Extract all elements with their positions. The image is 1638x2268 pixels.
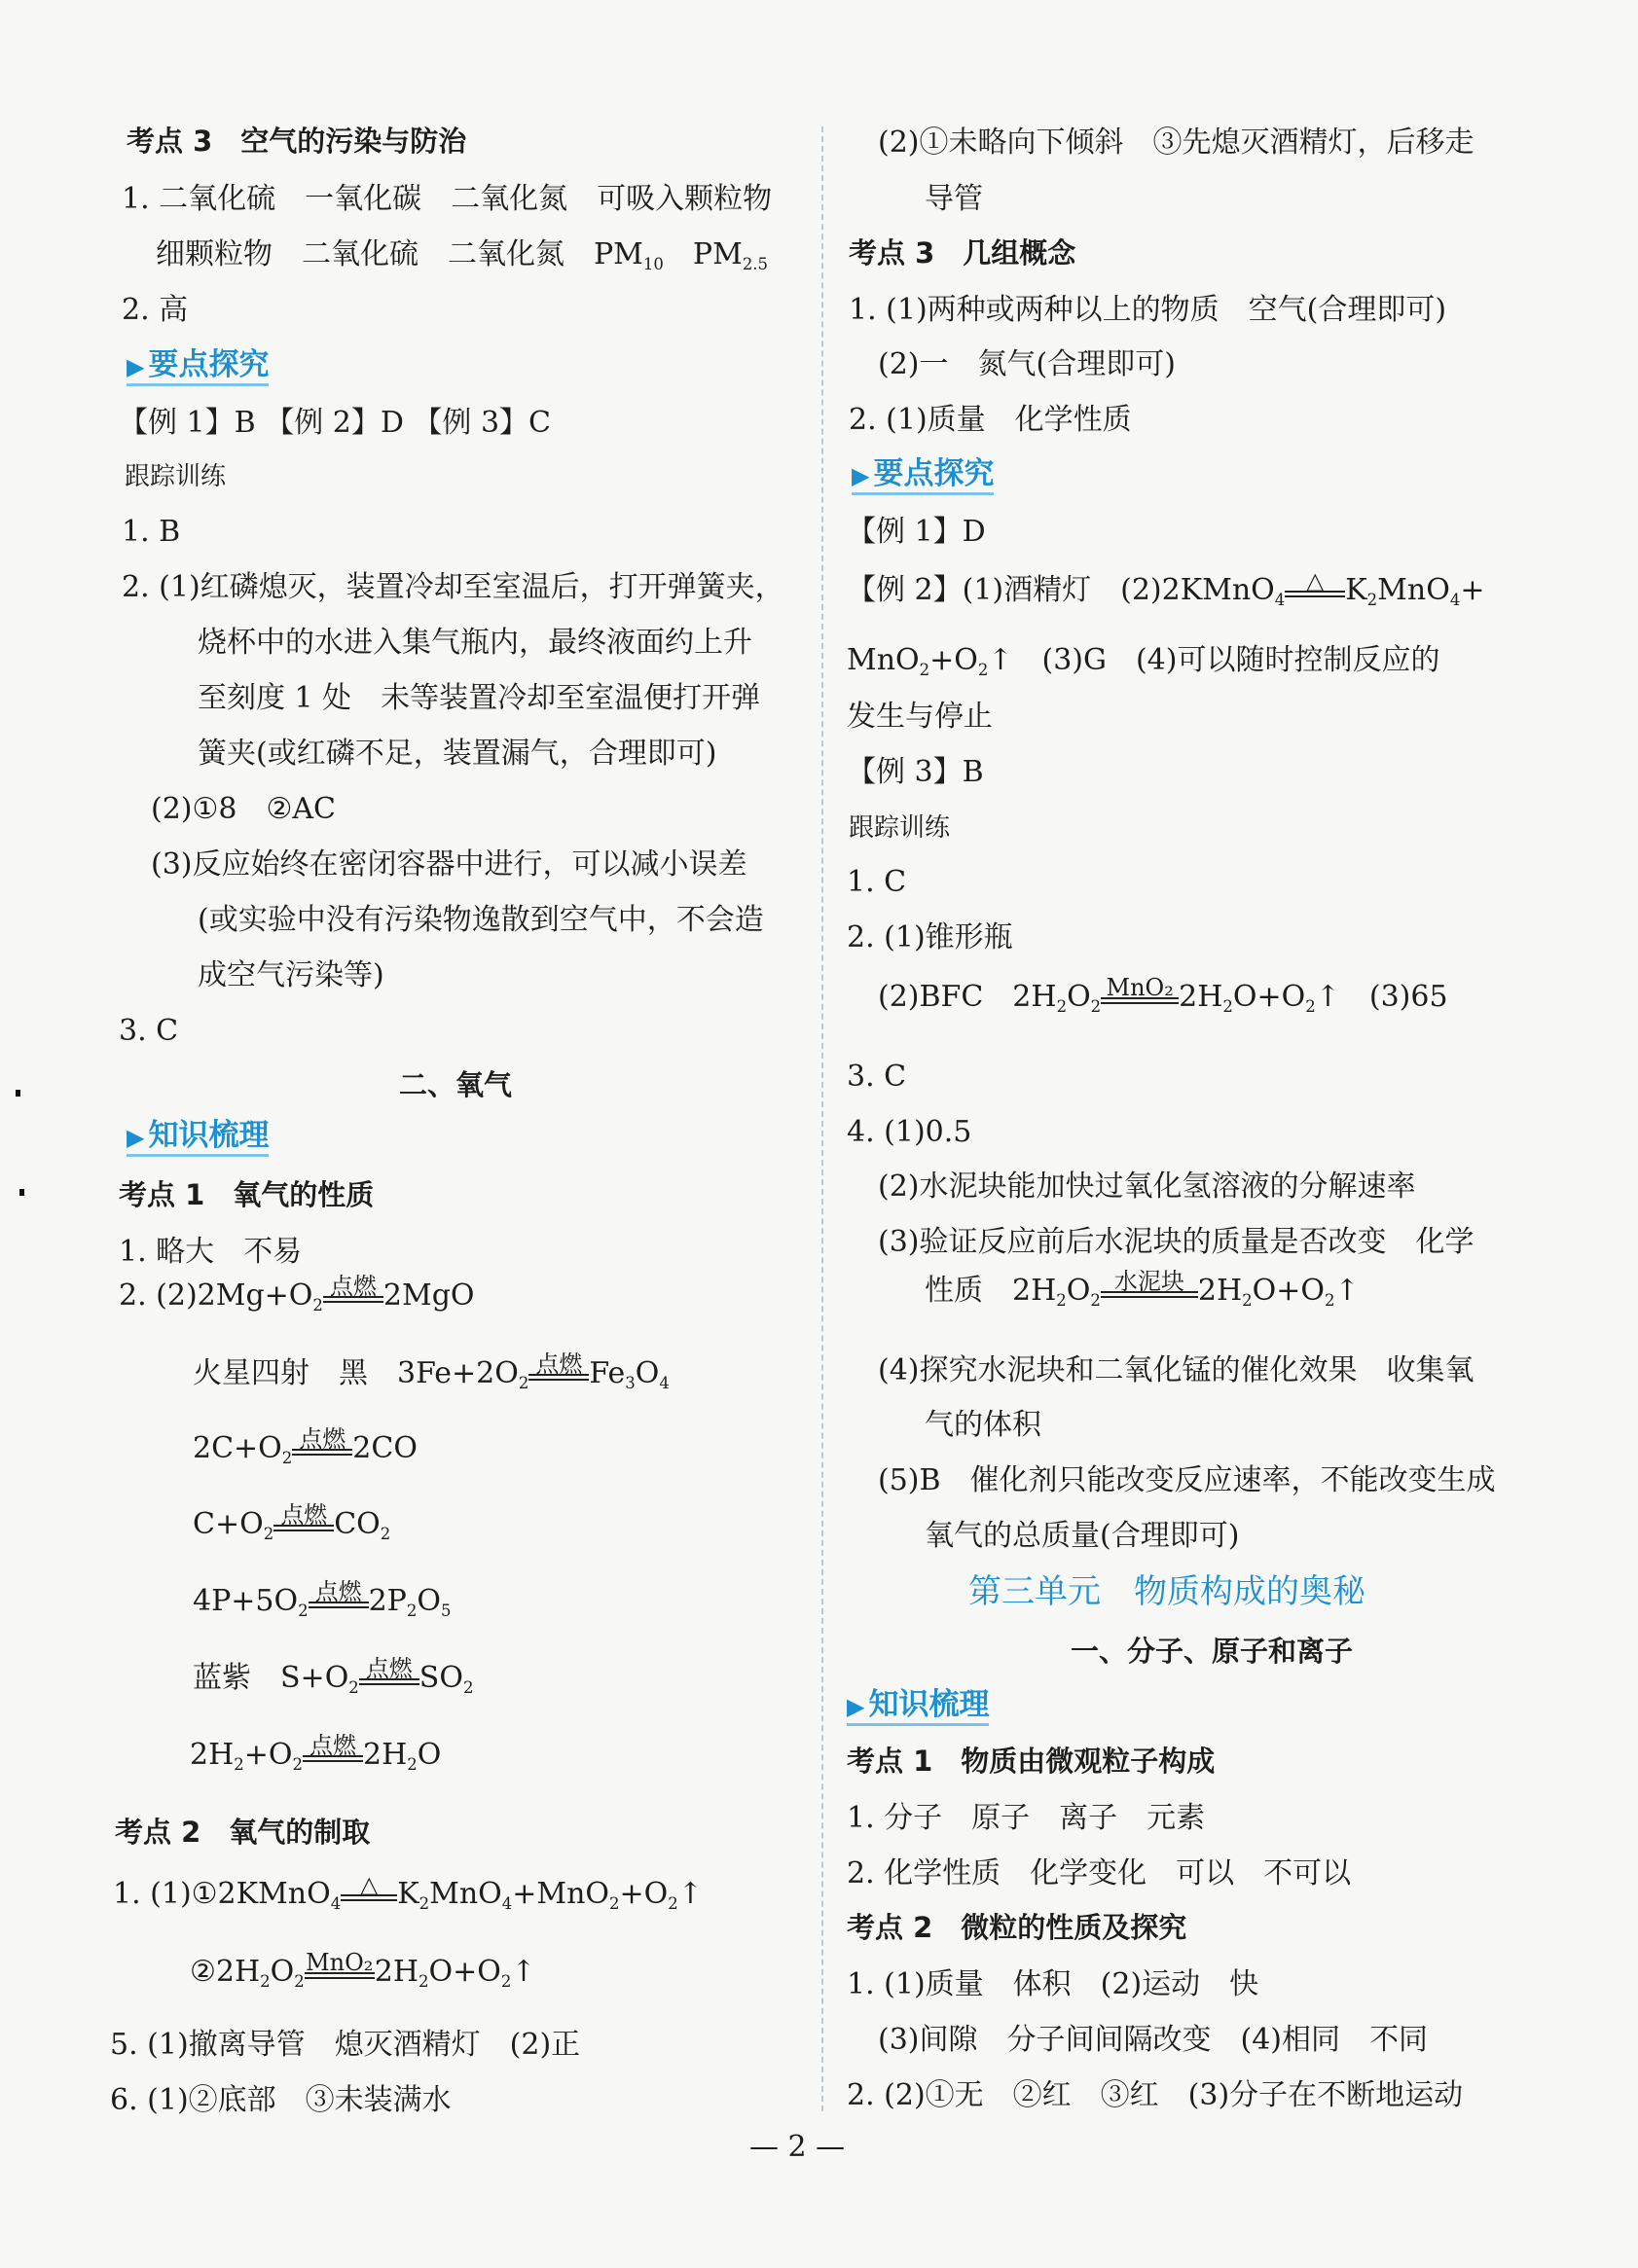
equation-line: $2H_2+O_2$ 点燃 $2H_2O$	[190, 1732, 442, 1774]
subsection-title: 二、氧气	[399, 1068, 513, 1101]
answer-line: 烧杯中的水进入集气瓶内，最终液面约上升	[198, 626, 752, 660]
answer-line: 2. (2)①无 ②红 ③红 (3)分子在不断地运动	[847, 2078, 1464, 2112]
equation-line: 火星四射 黑 $3Fe+2O_2$ 点燃 $Fe_3O_4$	[193, 1350, 670, 1392]
margin-mark	[19, 1189, 24, 1196]
section-header-explore: ▶ 要点探究	[852, 457, 994, 495]
answer-line: 至刻度 1 处 未等装置冷却至室温便打开弹	[198, 681, 761, 715]
kd2-title: 考点 2 微粒的性质及探究	[847, 1911, 1187, 1944]
answer-line: $MnO_2+O_2↑$ (3)G (4)可以随时控制反应的	[847, 643, 1440, 679]
answer-line: (或实验中没有污染物逸散到空气中，不会造	[198, 903, 764, 937]
section-header-knowledge: ▶ 知识梳理	[847, 1688, 989, 1726]
answer-line: (2)①8 ②AC	[151, 792, 336, 826]
answer-line: 1. C	[847, 865, 907, 899]
answer-line: 1. 二氧化硫 一氧化碳 二氧化氮 可吸入颗粒物	[122, 182, 773, 216]
answer-line: (3)反应始终在密闭容器中进行，可以减小误差	[151, 847, 747, 882]
equation-line: $C+O_2$ 点燃 $CO_2$	[193, 1501, 391, 1543]
answer-line: (4)探究水泥块和二氧化锰的催化效果 收集氧	[878, 1353, 1474, 1387]
answer-line: 氧气的总质量(合理即可)	[925, 1519, 1240, 1553]
answer-line: (5)B 催化剂只能改变反应速率，不能改变生成	[878, 1463, 1496, 1497]
answer-line: (3)间隙 分子间间隔改变 (4)相同 不同	[878, 2023, 1428, 2057]
answer-line: 2. (1)锥形瓶	[847, 920, 1013, 954]
answer-line: 导管	[925, 182, 983, 216]
kd1-title: 考点 1 物质由微观粒子构成	[847, 1745, 1216, 1778]
equation-line: (2)BFC $2H_2O_2$ MnO₂ $2H_2O+O_2↑$ (3)65	[878, 974, 1448, 1016]
equation-line: 1. (1)①2KMnO$_4$ △ $K_2MnO_4+MnO_2+O_2↑$	[113, 1871, 703, 1913]
equation-line: 【例 2】(1)酒精灯 (2)2KMnO$_4$ △ $K_2MnO_4+$	[847, 567, 1485, 609]
margin-mark	[16, 1090, 20, 1097]
answer-line: 1. 略大 不易	[119, 1235, 303, 1269]
answer-line: 2. (1)红磷熄灭，装置冷却至室温后，打开弹簧夹，	[122, 570, 784, 604]
page-number: — 2 —	[749, 2130, 846, 2164]
answer-line: 4. (1)0.5	[847, 1115, 972, 1149]
answer-line: 2. 高	[122, 293, 189, 327]
equation-line: $②2H_2O_2$ MnO₂ $2H_2O+O_2↑$	[190, 1949, 536, 1991]
answer-line: (3)验证反应前后水泥块的质量是否改变 化学	[878, 1225, 1474, 1259]
column-divider	[821, 126, 823, 2111]
answer-line: 1. 分子 原子 离子 元素	[847, 1801, 1206, 1835]
subsection-title: 一、分子、原子和离子	[1071, 1635, 1354, 1668]
answer-line: 发生与停止	[847, 700, 993, 734]
answer-line: 5. (1)撤离导管 熄灭酒精灯 (2)正	[110, 2028, 581, 2062]
track-label: 跟踪训练	[849, 813, 951, 843]
section-header-knowledge: ▶ 知识梳理	[127, 1119, 269, 1157]
equation-line: 2. $(2)2Mg+O_2$ 点燃 2MgO	[119, 1273, 475, 1314]
answer-line: 1. (1)两种或两种以上的物质 空气(合理即可)	[849, 293, 1447, 327]
section-header-explore: ▶ 要点探究	[127, 348, 269, 386]
equation-line: $4P+5O_2$ 点燃 $2P_2O_5$	[193, 1578, 452, 1620]
answer-line: 3. C	[119, 1014, 179, 1048]
equation-line: 性质 $2H_2O_2$ 水泥块 $2H_2O+O_2↑$	[925, 1268, 1360, 1310]
example-line: 【例 1】D	[847, 515, 986, 549]
example-line: 【例 3】B	[847, 755, 984, 789]
answer-line: (2)水泥块能加快过氧化氢溶液的分解速率	[878, 1170, 1416, 1204]
answer-line: 气的体积	[925, 1408, 1041, 1442]
answer-line: 1. (1)质量 体积 (2)运动 快	[847, 1967, 1259, 2001]
unit-title: 第三单元 物质构成的奥秘	[968, 1572, 1365, 1611]
answer-line: 2. 化学性质 化学变化 可以 不可以	[847, 1856, 1352, 1890]
kd3-title: 考点 3 空气的污染与防治	[127, 125, 467, 158]
answer-line: 细颗粒物 二氧化硫 二氧化氮 $PM_{10}$ $PM_{2.5}$	[156, 237, 769, 273]
answer-line: 簧夹(或红磷不足，装置漏气，合理即可)	[198, 737, 717, 771]
answer-line: 1. B	[122, 515, 181, 549]
answer-line: (2)①未略向下倾斜 ③先熄灭酒精灯，后移走	[878, 126, 1474, 160]
equation-line: 蓝紫 $S+O_2$ 点燃 $SO_2$	[193, 1655, 474, 1697]
answer-line: (2)一 氮气(合理即可)	[878, 347, 1176, 381]
track-label: 跟踪训练	[125, 462, 227, 491]
answer-line: 成空气污染等)	[198, 958, 384, 992]
kd3-title: 考点 3 几组概念	[849, 236, 1076, 270]
equation-line: $2C+O_2$ 点燃 2CO	[193, 1425, 418, 1467]
answer-line: 2. (1)质量 化学性质	[849, 403, 1132, 437]
answer-line: 6. (1)②底部 ③未装满水	[110, 2083, 452, 2117]
examples-line: 【例 1】B 【例 2】D 【例 3】C	[119, 406, 551, 440]
answer-line: 3. C	[847, 1060, 907, 1094]
kd1-title: 考点 1 氧气的性质	[119, 1178, 375, 1211]
kd2-title: 考点 2 氧气的制取	[115, 1816, 371, 1849]
